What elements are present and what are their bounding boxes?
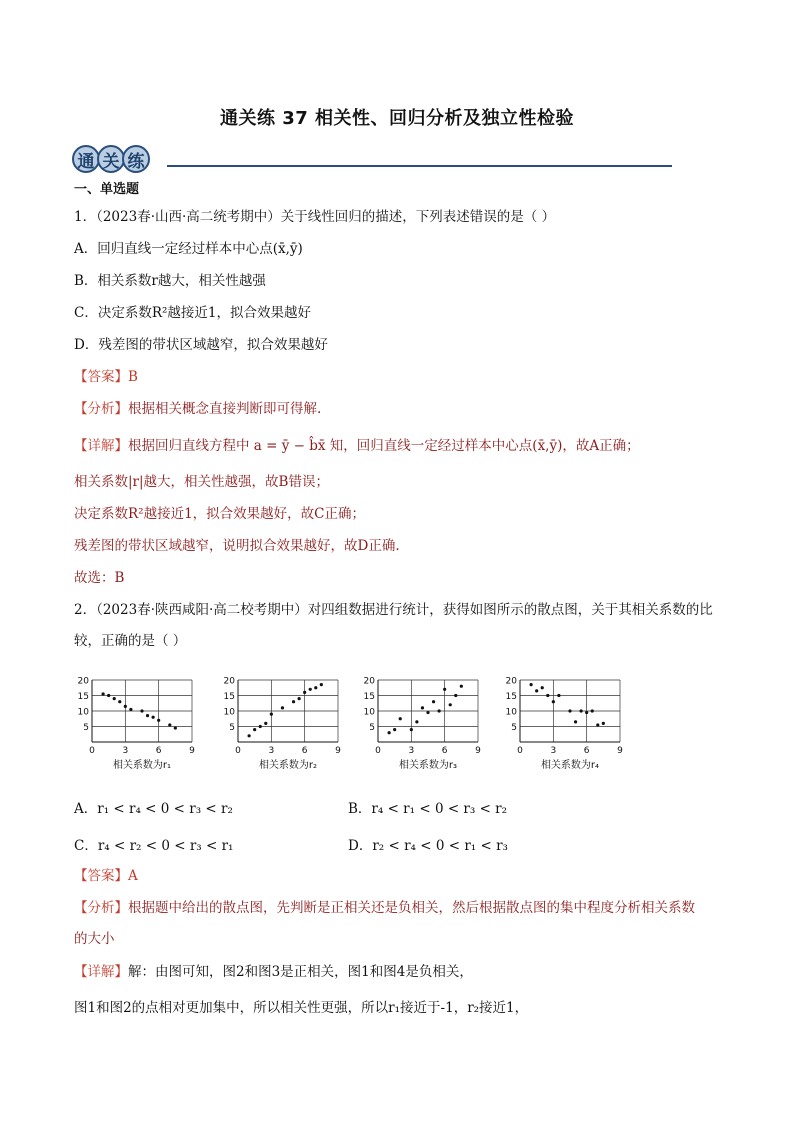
q1-option-b: B．相关系数r越大，相关性越强 bbox=[74, 273, 266, 289]
y-tick-label: 10 bbox=[363, 707, 375, 718]
x-axis-label: 相关系数为r₂ bbox=[258, 760, 318, 771]
x-tick-label: 9 bbox=[617, 746, 623, 756]
scatter-point bbox=[174, 726, 177, 729]
x-tick-label: 0 bbox=[235, 746, 241, 756]
scatter-point bbox=[432, 700, 435, 703]
q2-analysis-line-1 bbox=[74, 898, 695, 918]
banner-rule bbox=[167, 165, 672, 167]
scatter-point bbox=[292, 700, 295, 703]
scatter-point bbox=[118, 700, 121, 703]
scatter-point bbox=[152, 716, 155, 719]
scatter-point bbox=[454, 694, 457, 697]
scatter-point bbox=[140, 709, 143, 712]
scatter-point bbox=[248, 734, 251, 737]
scatter-point bbox=[320, 683, 323, 686]
section-heading: 一、单选题 bbox=[74, 182, 140, 197]
x-tick-label: 6 bbox=[441, 746, 448, 756]
detail-text: 解：由图可知，图2和图3是正相关，图1和图4是负相关， bbox=[128, 964, 473, 980]
q2-detail-line-1 bbox=[74, 962, 473, 982]
section-banner bbox=[72, 145, 672, 177]
scatter-point bbox=[449, 703, 452, 706]
x-tick-label: 9 bbox=[335, 746, 341, 756]
x-tick-label: 6 bbox=[301, 746, 308, 756]
scatter-point bbox=[596, 723, 599, 726]
q1-detail-line-1 bbox=[74, 436, 640, 456]
q1-option-a: A．回归直线一定经过样本中心点(x̄,ȳ) bbox=[74, 241, 303, 257]
scatter-point bbox=[259, 725, 262, 728]
scatter-point bbox=[410, 728, 413, 731]
x-tick-label: 9 bbox=[189, 746, 195, 756]
y-tick-label: 5 bbox=[369, 723, 375, 733]
x-axis-label: 相关系数为r₃ bbox=[398, 760, 458, 771]
analysis-label: 【分析】 bbox=[74, 401, 128, 417]
x-axis-label: 相关系数为r₄ bbox=[540, 760, 600, 771]
scatter-point bbox=[264, 722, 267, 725]
x-tick-label: 0 bbox=[517, 746, 523, 756]
scatter-point bbox=[574, 720, 577, 723]
analysis-text: 根据相关概念直接判断即可得解. bbox=[128, 401, 322, 417]
y-tick-label: 15 bbox=[363, 692, 375, 702]
scatter-point bbox=[530, 683, 533, 686]
scatter-point bbox=[393, 728, 396, 731]
scatter-point bbox=[309, 688, 312, 691]
scatter-point bbox=[388, 731, 391, 734]
scatter-point bbox=[281, 706, 284, 709]
logo-char-3: 练 bbox=[122, 145, 150, 173]
x-tick-label: 3 bbox=[408, 746, 415, 756]
q2-option-a: A．r₁ < r₄ < 0 < r₃ < r₂ bbox=[74, 801, 233, 817]
scatter-point bbox=[443, 688, 446, 691]
x-tick-label: 0 bbox=[375, 746, 381, 756]
q2-stem-line-2: 较，正确的是（ ） bbox=[74, 633, 187, 649]
y-tick-label: 20 bbox=[505, 676, 517, 687]
q2-detail-line-2: 图1和图2的点相对更加集中，所以相关性更强，所以r₁接近于-1，r₂接近1， bbox=[74, 1000, 529, 1016]
q1-choose: 故选：B bbox=[74, 570, 125, 586]
y-tick-label: 20 bbox=[77, 676, 89, 687]
scatter-point bbox=[124, 705, 127, 708]
scatter-point bbox=[585, 711, 588, 714]
scatter-point bbox=[113, 697, 116, 700]
q2-option-c: C．r₄ < r₂ < 0 < r₃ < r₁ bbox=[74, 838, 234, 854]
analysis-text: 根据题中给出的散点图，先判断是正相关还是负相关，然后根据散点图的集中程度分析相关系数 bbox=[128, 900, 695, 916]
scatter-point bbox=[602, 722, 605, 725]
scatter-point bbox=[438, 709, 441, 712]
q2-answer bbox=[74, 866, 138, 886]
tongguanlian-logo bbox=[72, 145, 147, 173]
q2-option-d: D．r₂ < r₄ < 0 < r₁ < r₃ bbox=[348, 838, 508, 854]
scatter-plots bbox=[74, 672, 634, 780]
logo-char-2: 关 bbox=[97, 145, 125, 173]
scatter-point bbox=[591, 709, 594, 712]
scatter-point bbox=[546, 694, 549, 697]
answer-value: B bbox=[128, 369, 138, 385]
q2-options-row-1 bbox=[74, 797, 634, 817]
q2-analysis-line-2: 的大小 bbox=[74, 931, 115, 947]
answer-label: 【答案】 bbox=[74, 868, 128, 884]
q1-stem: 1．（2023春·山西·高二统考期中）关于线性回归的描述，下列表述错误的是（ ） bbox=[74, 209, 556, 225]
scatter-point bbox=[253, 728, 256, 731]
answer-label: 【答案】 bbox=[74, 369, 128, 385]
q2-stem-line-1: 2．（2023春·陕西咸阳·高二校考期中）对四组数据进行统计，获得如图所示的散点图，关于其相关系数的比 bbox=[74, 602, 713, 618]
q1-detail-line-2: 相关系数|r|越大，相关性越强，故B错误； bbox=[74, 474, 329, 490]
x-tick-label: 3 bbox=[268, 746, 275, 756]
scatter-point bbox=[535, 689, 538, 692]
scatter-point bbox=[270, 713, 273, 716]
scatter-point bbox=[415, 720, 418, 723]
scatter-point bbox=[314, 686, 317, 689]
scatter-plots-svg bbox=[74, 672, 634, 780]
scatter-point bbox=[460, 685, 463, 688]
x-axis-label: 相关系数为r₁ bbox=[112, 760, 172, 771]
y-tick-label: 20 bbox=[223, 676, 235, 687]
answer-value: A bbox=[128, 868, 138, 884]
scatter-point bbox=[146, 714, 149, 717]
scatter-point bbox=[102, 692, 105, 695]
q1-analysis bbox=[74, 399, 321, 419]
scatter-point bbox=[580, 709, 583, 712]
x-tick-label: 0 bbox=[89, 746, 95, 756]
y-tick-label: 10 bbox=[505, 707, 517, 718]
scatter-point bbox=[426, 711, 429, 714]
y-tick-label: 20 bbox=[363, 676, 375, 687]
y-tick-label: 5 bbox=[229, 723, 235, 733]
y-tick-label: 5 bbox=[83, 723, 89, 733]
x-tick-label: 3 bbox=[550, 746, 557, 756]
y-tick-label: 5 bbox=[511, 723, 517, 733]
scatter-point bbox=[541, 686, 544, 689]
y-tick-label: 15 bbox=[77, 692, 89, 702]
q1-option-d: D．残差图的带状区域越窄，拟合效果越好 bbox=[74, 337, 328, 353]
x-tick-label: 6 bbox=[155, 746, 162, 756]
x-tick-label: 6 bbox=[583, 746, 590, 756]
y-tick-label: 10 bbox=[223, 707, 235, 718]
q1-detail-line-3: 决定系数R²越接近1，拟合效果越好，故C正确； bbox=[74, 506, 365, 522]
scatter-point bbox=[399, 717, 402, 720]
q2-options-row-2 bbox=[74, 834, 634, 854]
scatter-point bbox=[298, 697, 301, 700]
scatter-point bbox=[129, 708, 132, 711]
scatter-point bbox=[303, 691, 306, 694]
scatter-point bbox=[168, 723, 171, 726]
scatter-point bbox=[421, 706, 424, 709]
page-title: 通关练 37 相关性、回归分析及独立性检验 bbox=[219, 108, 575, 129]
scatter-point bbox=[552, 700, 555, 703]
logo-char-1: 通 bbox=[72, 145, 100, 173]
detail-text: 根据回归直线方程中 a = ȳ − b̂x̄ 知，回归直线一定经过样本中心点(x̄,ȳ)，故A正确； bbox=[128, 438, 640, 454]
q1-detail-line-4: 残差图的带状区域越窄，说明拟合效果越好，故D正确. bbox=[74, 538, 400, 554]
x-tick-label: 3 bbox=[122, 746, 129, 756]
scatter-point bbox=[557, 694, 560, 697]
y-tick-label: 10 bbox=[77, 707, 89, 718]
q1-option-c: C．决定系数R²越接近1，拟合效果越好 bbox=[74, 305, 311, 321]
scatter-point bbox=[568, 709, 571, 712]
q2-option-b: B．r₄ < r₁ < 0 < r₃ < r₂ bbox=[348, 801, 508, 817]
detail-label: 【详解】 bbox=[74, 438, 128, 454]
analysis-label: 【分析】 bbox=[74, 900, 128, 916]
y-tick-label: 15 bbox=[505, 692, 517, 702]
detail-label: 【详解】 bbox=[74, 964, 128, 980]
y-tick-label: 15 bbox=[223, 692, 235, 702]
x-tick-label: 9 bbox=[475, 746, 481, 756]
q1-answer bbox=[74, 367, 138, 387]
scatter-point bbox=[157, 719, 160, 722]
scatter-point bbox=[107, 694, 110, 697]
